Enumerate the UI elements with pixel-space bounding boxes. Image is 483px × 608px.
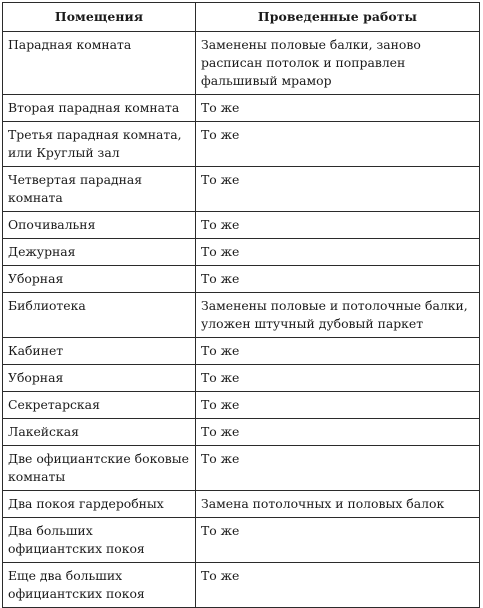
room-cell: Вторая парадная комната [3,95,196,122]
table-row [3,563,480,608]
room-cell: Четвертая парадная комната [3,167,196,212]
room-cell: Дежурная [3,239,196,266]
work-cell: То же [196,392,480,419]
table-row [3,293,480,338]
room-cell: Лакейская [3,419,196,446]
header-row [3,3,480,32]
table-row [3,518,480,563]
work-cell: Замена потолочных и половых балок [196,491,480,518]
work-cell: То же [196,365,480,392]
work-cell: То же [196,212,480,239]
work-cell: То же [196,239,480,266]
room-cell: Кабинет [3,338,196,365]
table-body [3,32,480,608]
work-cell: То же [196,518,480,563]
work-cell: То же [196,95,480,122]
renovation-table [2,2,480,608]
room-cell: Два покоя гардеробных [3,491,196,518]
table-row [3,122,480,167]
table-row [3,338,480,365]
work-cell: То же [196,446,480,491]
work-cell: Заменены половые балки, заново расписан потолок и поправлен фальшивый мрамор [196,32,480,95]
table-row [3,266,480,293]
room-cell: Парадная комната [3,32,196,95]
room-cell: Уборная [3,365,196,392]
table-row [3,95,480,122]
table-row [3,419,480,446]
table-row [3,212,480,239]
table-row [3,392,480,419]
table-row [3,365,480,392]
work-cell: То же [196,563,480,608]
table-row [3,446,480,491]
work-cell: Заменены половые и потолочные балки, уложен штучный дубовый паркет [196,293,480,338]
work-cell: То же [196,167,480,212]
room-cell: Библиотека [3,293,196,338]
table-row [3,167,480,212]
work-cell: То же [196,122,480,167]
table-row [3,491,480,518]
work-cell: То же [196,338,480,365]
room-cell: Две официантские боковые комнаты [3,446,196,491]
room-cell: Опочивальня [3,212,196,239]
header-rooms: Помещения [3,3,196,32]
table-row [3,32,480,95]
work-cell: То же [196,266,480,293]
table-header [3,3,480,32]
room-cell: Секретарская [3,392,196,419]
header-works: Проведенные работы [196,3,480,32]
table-row [3,239,480,266]
room-cell: Уборная [3,266,196,293]
room-cell: Третья парадная комната, или Круглый зал [3,122,196,167]
work-cell: То же [196,419,480,446]
room-cell: Два больших официантских покоя [3,518,196,563]
room-cell: Еще два больших официантских покоя [3,563,196,608]
